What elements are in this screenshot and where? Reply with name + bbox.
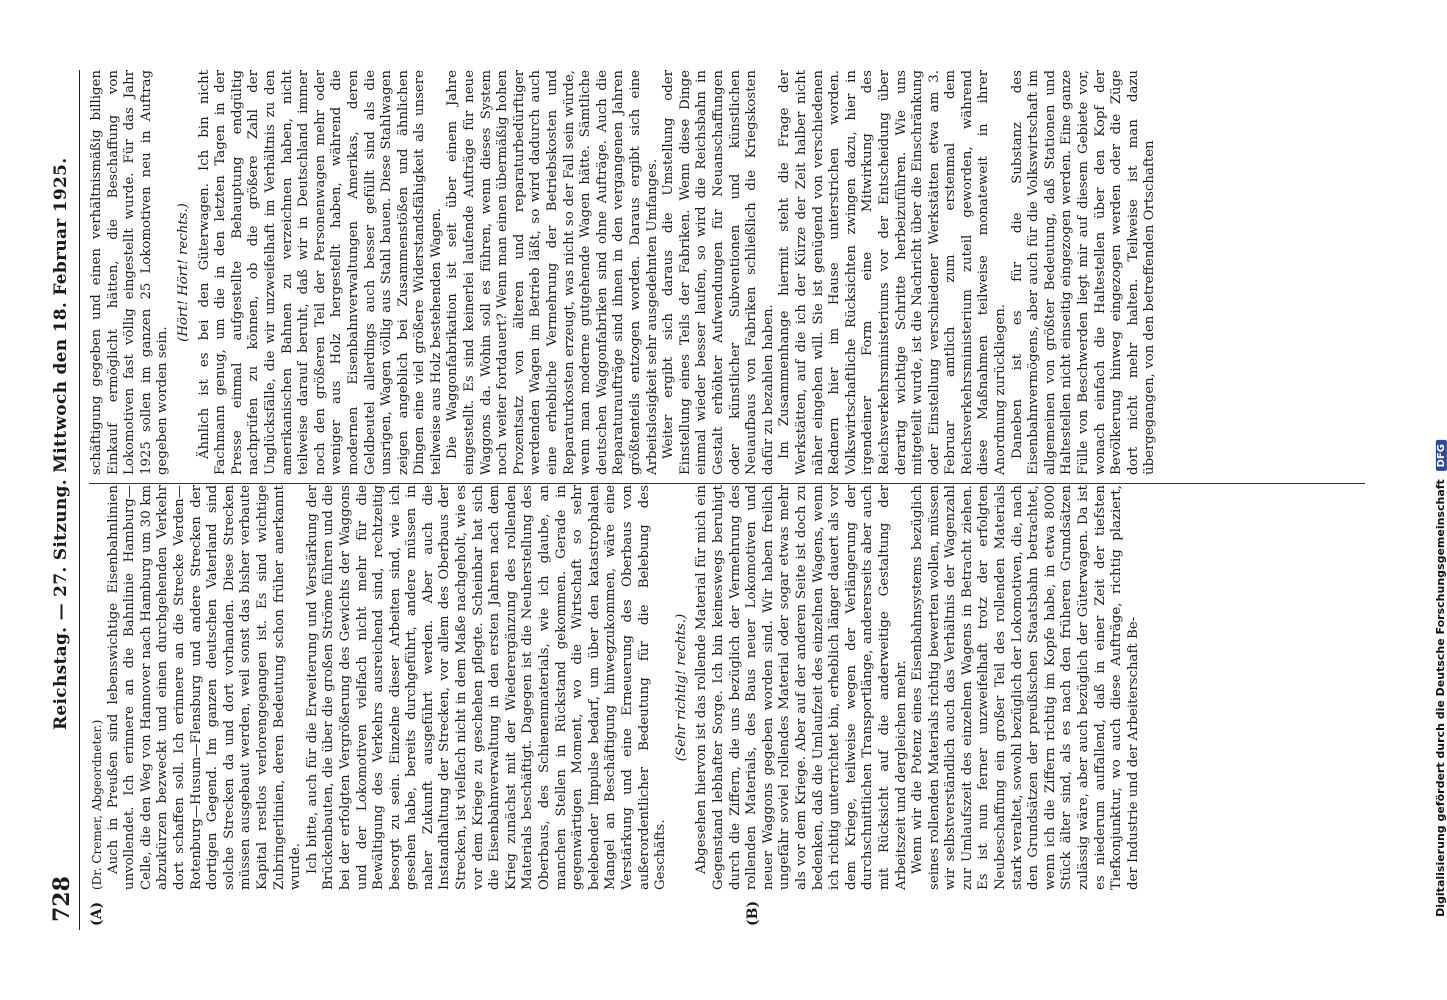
- margin-marker-a: (A): [89, 901, 105, 926]
- dfg-logo: DFG: [1436, 440, 1447, 471]
- page-header: [45, 70, 80, 930]
- paragraph: schäftigung gegeben und einen verhältnismäßig billigen Einkauf ermöglicht hätten, die Beschaffung von Lokomotiven fast völlig eingestellt wurde. Für das Jahr 1925 sollen im ganzen 25 Lokomotiven neu in Auftrag gegeben worden sein.: [89, 70, 171, 475]
- paragraph: Wenn wir die Potenz eines Eisenbahnsystems bezüglich seines rollenden Materials richtig bewerten wollen, müssen wir selbstverständlich auch das Verhältnis der Wagenzahl zur Umlaufszeit des einzelnen Wagens in Betracht ziehen. Es ist nun ferner unzweifelhaft trotz der erfolgten Neubeschaffung ein großer Teil des rollenden Materials stark veraltet, sowohl bezüglich der Lokomotiven, die, nach den Grundsätzen der preußischen Staatsbahn betrachtet, wenn ich die Ziffern richtig im Kopfe habe, in etwa 8000 Stück älter sind, als es nach den früheren Grundsätzen zulässig wäre, aber auch bezüglich der Güterwagen. Da ist es niederum auffallend, daß in einer Zeit der tiefsten Tiefkonjunktur, wo auch diese Aufträge, richtig plaziert, der Industrie und der Arbeiterschaft Be-: [910, 485, 1141, 890]
- page-title: Reichstag. — 27. Sitzung. Mittwoch den 18. Februar 1925.: [51, 157, 71, 730]
- speaker-label: (Dr. Cremer, Abgeordneter.): [90, 719, 104, 890]
- left-column: [89, 485, 1365, 890]
- paragraph: Ähnlich ist es bei den Güterwagen. Ich bin nicht Fachmann genug, um die in den letzten Tagen in der Presse einmal aufgestellte Behauptung endgültig nachprüfen zu können, ob die größere Zahl der Unglücksfälle, die wir unzweifelhaft im Verhältnis zu den amerikanischen Bahnen zu verzeichnen haben, nicht teilweise darauf beruht, daß wir in Deutschland immer noch den größeren Teil der Personenwagen mehr oder weniger aus Holz hergestellt haben, während die modernen Eisenbahnverwaltungen Amerikas, deren Geldbeutel allerdings auch besser gefüllt sind als die unsrigen, Wagen völlig aus Stahl bauen. Diese Stahlwagen zeigen angeblich bei Zusammenstößen und ähnlichen Dingen eine viel größere Widerstandsfähigkeit als unsere teilweise aus Holz bestehenden Wagen.: [196, 70, 444, 475]
- paragraph: Ich bitte, auch für die Erweiterung und Verstärkung der Brückenbauten, die über die großen Ströme führen und die bei der erfolgten Vergrößerung des Gewichts der Waggons und der Lokomotiven vielfach nicht mehr für die Bewältigung des Verkehrs ausreichend sind, rechtzeitig besorgt zu sein. Einzelne dieser Arbeiten sind, wie ich gesehen habe, bereits durchgeführt, andere müssen in naher Zukunft ausgeführt werden. Aber auch die Instandhaltung der Strecken, vor allem des Oberbaus der Strecken, ist vielfach nicht in dem Maße nachgeholt, wie es vor dem Kriege zu geschehen pflegte. Scheinbar hat sich die Eisenbahnverwaltung in den ersten Jahren nach dem Krieg zunächst mit der Wiederergänzung des rollenden Materials beschäftigt. Dagegen ist die Neuherstellung des Oberbaus, des Schienenmaterials, wie ich glaube, an manchen Stellen in Rückstand gekommen. Gerade in gegenwärtigen Moment, wo die Wirtschaft so sehr belebender Impulse bedarf, um über den katastrophalen Mangel an Beschäftigung hinwegzukommen, wäre eine Verstärkung und eine Erneuerung des Oberbaus von außerordentlicher Bedeutung für die Belebung des Geschäfts.: [304, 485, 669, 890]
- interjection: (Hört! Hört! rechts.): [175, 203, 191, 342]
- paragraph: Auch in Preußen sind lebenswichtige Eisenbahnlinien unvollendet. Ich erinnere an die Bahnlinie Hamburg—Celle, die den Weg von Hannover nach Hamburg um 30 km abzukürzen bezweckt und einen durchgehenden Verkehr dort schaffen soll. Ich erinnere an die Strecke Verden—Rotenburg—Husum—Flensburg und andere Strecken der dortigen Gegend. Im ganzen deutschen Vaterland sind solche Strecken da und dort vorhanden. Diese Strecken müssen ausgebaut werden, weil sonst das bisher verbaute Kapital restlos verlorengegangen ist. Es sind wichtige Zubringerlinien, deren Bedeutung schon früher anerkannt wurde.: [105, 485, 304, 890]
- paragraph: Im Zusammenhange hiermit steht die Frage der Werkstätten, auf die ich der Kürze der Zeit halber nicht näher eingehen will. Sie ist genügend von verschiedenen Rednern hier im Hause unterstrichen worden. Volkswirtschaftliche Rücksichten zwingen dazu, hier in irgendeiner Form eine Mitwirkung des Reichsverkehrsministeriums vor der Entscheidung über derartig wichtige Schritte herbeizuführen. Wie uns mitgeteilt wurde, ist die Nachricht über die Einschränkung oder Einstellung verschiedener Werkstätten etwa am 3. Februar amtlich zum erstenmal dem Reichsverkehrsministerium zuteil geworden, während diese Maßnahmen teilweise monateweit in ihrer Anordnung zurückliegen.: [777, 70, 1009, 475]
- margin-marker-b: (B): [745, 900, 761, 926]
- paragraph: Weiter ergibt sich daraus die Umstellung oder Einstellung eines Teils der Fabriken. Wenn diese Dinge einmal wieder besser laufen, so wird die Reichsbahn in Gestalt erhöhter Aufwendungen für Neuanschaffungen oder künstlicher Subventionen und künstlichen Neuaufbaus von Fabriken schließlich die Kriegskosten dafür zu bezahlen haben.: [661, 70, 776, 475]
- paragraph: Die Waggonfabrikation ist seit über einem Jahre eingestellt. Es sind keinerlei laufende Aufträge für neue Waggons da. Wohin soll es führen, wenn dieses System noch weiter fortdauert? Wenn man einen übermäßig hohen Prozentsatz von älteren und reparaturbedürftiger werdenden Wagen im Betrieb läßt, so wird dadurch auch eine erhebliche Vermehrung der Betriebskosten und Reparaturkosten erzeugt, was nicht so der Fall sein würde, wenn man moderne gutgehende Wagen hätte. Sämtliche deutschen Waggonfabriken sind ohne Aufträge. Auch die Reparaturaufträge sind ihnen in den vergangenen Jahren größtenteils entzogen worden. Daraus ergibt sich eine Arbeitslosigkeit sehr ausgedehnten Umfanges.: [445, 70, 660, 475]
- paragraph: Abgesehen hiervon ist das rollende Material für mich ein Gegenstand lebhafter Sorge. Ich bin keineswegs beruhigt durch die Ziffern, die uns bezüglich der Vermehrung des rollenden Materials, des Baus neuer Lokomotiven und neuer Waggons gegeben worden sind. Wir haben freilich ungefähr soviel rollendes Material oder sogar etwas mehr als vor dem Kriege. Aber auf der anderen Seite ist doch zu bedenken, daß die Umlaufzeit des einzelnen Wagens, wenn ich richtig unterrichtet bin, erheblich länger dauert als vor dem Kriege, teilweise wegen der Verlängerung der durchschnittlichen Transportlänge, andererseits aber auch mit Rücksicht auf die anderweitige Gestaltung der Arbeitszeit und dergleichen mehr.: [694, 485, 909, 890]
- digitization-note: [1434, 440, 1447, 917]
- digitization-footer: [1406, 0, 1447, 1000]
- digitization-text: Digitalisierung gefördert durch die Deutsche Forschungsgemeinschaft: [1434, 479, 1447, 917]
- interjection: (Sehr richtig! rechts.): [673, 613, 689, 762]
- paragraph: Daneben ist es für die Substanz des Eisenbahnvermögens, aber auch für die Volkswirtschaft im allgemeinen von größter Bedeutung, daß Stationen und Haltestellen nicht einseitig eingezogen werden. Eine ganze Fülle von Beschwerden liegt mir auf diesem Gebiete vor, wonach einfach die Haltestellen über den Kopf der Bevölkerung hinweg eingezogen werden oder die Züge dort nicht mehr halten. Teilweise ist man dazu übergegangen, von den betreffenden Ortschaften: [1009, 70, 1158, 475]
- column-divider: [89, 483, 1365, 484]
- right-column: [89, 70, 1365, 475]
- rotated-page: [45, 70, 1365, 930]
- page-number: 728: [49, 876, 75, 922]
